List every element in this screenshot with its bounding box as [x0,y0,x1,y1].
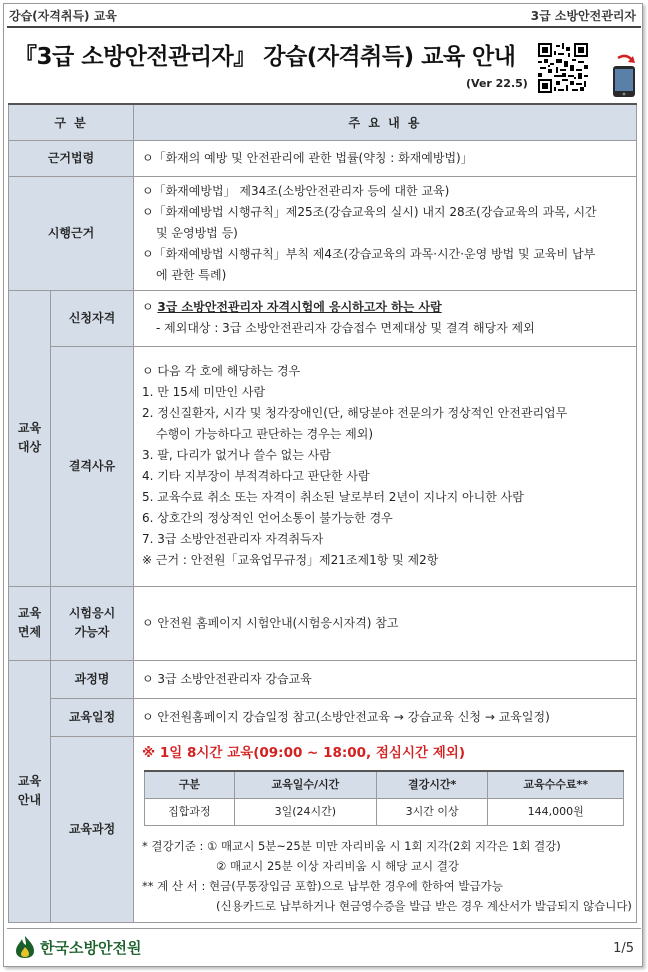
enforcement-line: 및 운영방법 등) [156,225,238,240]
exemption-content [134,586,637,660]
enforcement-content [134,176,637,290]
fee-cell-fee: 144,000원 [488,798,624,825]
fee-cell-duration: 3일(24시간) [234,798,376,825]
exam-eligible-label: 시험응시 가능자 [51,586,134,660]
fee-header-absence: 결강시간* [376,771,488,799]
fee-cell-absence: 3시간 이상 [376,798,488,825]
info-table [8,103,637,923]
fee-cell-type: 집합과정 [145,798,235,825]
absence-note: * 결강기준 : ① 매교시 5분~25분 미만 자리비움 시 1회 지각(2회 지각은 1회 결강) [142,838,561,853]
schedule-label: 교육일정 [51,698,134,736]
disqualification-line: ※ 근거 : 안전원「교육업무규정」제21조제1항 및 제2항 [142,553,439,567]
header-category: 강습(자격취득) 교육 [9,9,117,23]
footer-divider [7,928,641,929]
disqualification-line: 1. 만 15세 미만인 사람 [142,385,266,399]
course-name-line: ㅇ 3급 소방안전관리자 강습교육 [142,671,312,686]
basis-law-label: 근거법령 [9,140,134,176]
page-number: 1/5 [613,941,634,956]
course-hours-highlight: ※ 1일 8시간 교육(09:00 ~ 18:00, 점심시간 제외) [142,744,465,761]
enforcement-label: 시행근거 [9,176,134,290]
fee-header-duration: 교육일수/시간 [234,771,376,799]
course-content [134,736,637,922]
disqualification-line: 7. 3급 소방안전관리자 자격취득자 [142,532,324,546]
qualification-exclusion: - 제외대상 : 3급 소방안전관리자 강습접수 면제대상 및 결격 해당자 제외 [156,321,535,335]
qr-code-icon[interactable] [538,43,588,93]
qualification-content [134,290,637,346]
header-course: 3급 소방안전관리자 [530,9,636,23]
course-name-label: 과정명 [51,660,134,698]
enforcement-line: ㅇ「화재예방법 시행규칙」제25조(강습교육의 실시) 내지 28조(강습교육의 과목, 시간 [142,204,597,219]
exemption-line: ㅇ 안전원 홈페이지 시험안내(시험응시자격) 참고 [142,615,399,630]
page-title: 『3급 소방안전관리자』 강습(자격취득) 교육 안내 [14,44,516,70]
invoice-note: ** 계 산 서 : 현금(무통장입금 포함)으로 납부한 경우에 한하여 발급가능 [142,878,503,893]
header-divider [7,26,641,28]
disqualification-line: 2. 정신질환자, 시각 및 청각장애인(단, 해당분야 전문의가 정상적인 안전관리업무 [142,406,568,420]
basis-law-content [134,140,637,176]
disqualification-label: 결격사유 [51,346,134,586]
course-name-content [134,660,637,698]
schedule-line: ㅇ 안전원홈페이지 강습일정 참고(소방안전교육 → 강습교육 신청 → 교육일정) [142,709,550,724]
disqualification-line: 4. 기타 지부장이 부적격하다고 판단한 사람 [142,469,370,483]
exemption-label: 교육 면제 [9,586,51,660]
fee-header-fee: 교육수수료** [488,771,624,799]
basis-law-line: ㅇ「화재의 예방 및 안전관리에 관한 법률(약칭 : 화재예방법)」 [142,150,473,165]
education-target-label: 교육 대상 [9,290,51,586]
fee-header-type: 구분 [145,771,235,799]
org-name: 한국소방안전원 [40,938,142,957]
enforcement-line: ㅇ「화재예방법 시행규칙」부칙 제4조(강습교육의 과목·시간·운영 방법 및 교육비 납부 [142,246,596,261]
header-content-column: 주 요 내 용 [134,104,637,140]
header-category-column: 구 분 [9,104,134,140]
flame-logo-icon [14,935,36,959]
invoice-note: (신용카드로 납부하거나 현금영수증을 발급 받은 경우 계산서가 발급되지 않습니다) [216,898,632,913]
version-label: (Ver 22.5) [466,77,528,90]
enforcement-line: ㅇ「화재예방법」 제34조(소방안전관리자 등에 대한 교육) [142,183,450,198]
fee-table [144,770,624,826]
disqualification-line: 3. 팔, 다리가 없거나 쓸수 없는 사람 [142,448,331,462]
enforcement-line: 에 관한 특례) [156,267,227,282]
qualification-label: 신청자격 [51,290,134,346]
course-label: 교육과정 [51,736,134,922]
mobile-phone-icon [612,54,636,98]
schedule-content [134,698,637,736]
disqualification-line: 수행이 가능하다고 판단하는 경우는 제외) [156,427,374,441]
org-logo [14,935,141,959]
disqualification-line: 5. 교육수료 취소 또는 자격이 취소된 날로부터 2년이 지나지 아니한 사람 [142,490,524,504]
absence-note: ② 매교시 25분 이상 자리비움 시 해당 교시 결강 [216,858,460,873]
qualification-main: ㅇ 3급 소방안전관리자 자격시험에 응시하고자 하는 사람 [142,300,442,314]
education-guide-label: 교육 안내 [9,660,51,922]
disqualification-line: ㅇ 다음 각 호에 해당하는 경우 [142,364,301,378]
disqualification-content [134,346,637,586]
disqualification-line: 6. 상호간의 정상적인 언어소통이 불가능한 경우 [142,511,393,525]
